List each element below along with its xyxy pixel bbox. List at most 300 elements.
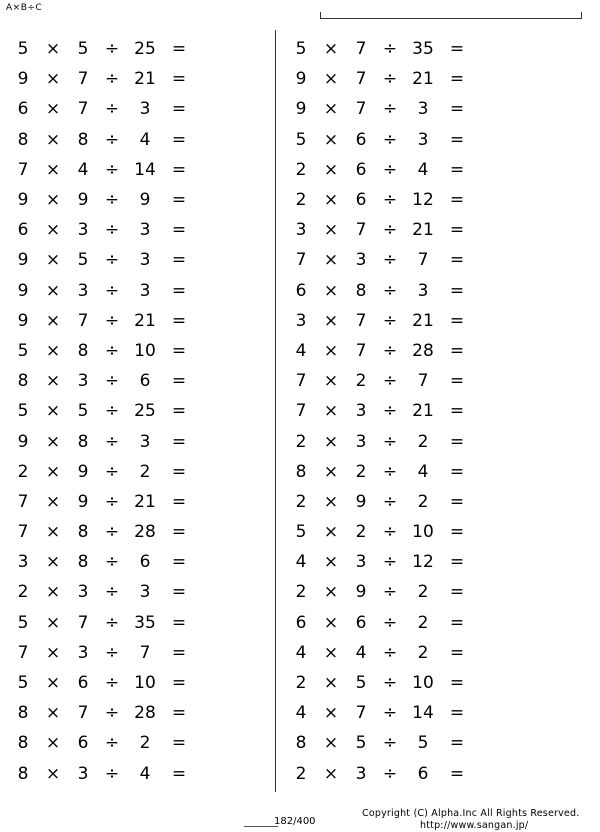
operand-a: 8 <box>17 703 29 724</box>
divide-icon: ÷ <box>104 431 120 452</box>
operand-c: 2 <box>417 491 429 512</box>
equals-icon: = <box>171 431 187 452</box>
operand-a: 6 <box>295 280 307 301</box>
problem-row <box>286 306 558 336</box>
operand-c: 3 <box>139 582 151 603</box>
operand-c: 3 <box>417 99 429 120</box>
operand-a: 2 <box>295 431 307 452</box>
operand-b: 3 <box>355 552 367 573</box>
operand-a: 8 <box>17 129 29 150</box>
operand-c: 4 <box>417 461 429 482</box>
divide-icon: ÷ <box>104 371 120 392</box>
equals-icon: = <box>449 129 465 150</box>
divide-icon: ÷ <box>382 431 398 452</box>
operand-b: 3 <box>355 763 367 784</box>
divide-icon: ÷ <box>382 703 398 724</box>
operand-c: 4 <box>139 129 151 150</box>
operand-b: 9 <box>77 491 89 512</box>
multiply-icon: × <box>45 522 61 543</box>
problem-row <box>286 396 558 426</box>
multiply-icon: × <box>45 552 61 573</box>
operand-b: 5 <box>77 250 89 271</box>
problem-row <box>286 426 558 456</box>
operand-c: 3 <box>417 129 429 150</box>
multiply-icon: × <box>323 491 339 512</box>
divide-icon: ÷ <box>104 69 120 90</box>
equals-icon: = <box>449 401 465 422</box>
operand-c: 9 <box>139 190 151 211</box>
problem-row <box>8 366 280 396</box>
problem-row <box>8 759 280 789</box>
operand-a: 5 <box>17 673 29 694</box>
operand-b: 9 <box>77 190 89 211</box>
problem-row <box>8 577 280 607</box>
divide-icon: ÷ <box>104 733 120 754</box>
equals-icon: = <box>171 371 187 392</box>
divide-icon: ÷ <box>104 522 120 543</box>
operand-b: 8 <box>355 280 367 301</box>
operand-b: 7 <box>77 310 89 331</box>
problem-row <box>8 276 280 306</box>
equals-icon: = <box>171 552 187 573</box>
operand-b: 3 <box>77 582 89 603</box>
operand-c: 7 <box>417 371 429 392</box>
operand-a: 2 <box>295 763 307 784</box>
multiply-icon: × <box>45 220 61 241</box>
equals-icon: = <box>171 522 187 543</box>
worksheet-type-label: A×B÷C <box>6 3 43 13</box>
operand-a: 9 <box>17 250 29 271</box>
operand-b: 6 <box>77 733 89 754</box>
equals-icon: = <box>449 461 465 482</box>
equals-icon: = <box>449 642 465 663</box>
operand-c: 7 <box>417 250 429 271</box>
operand-b: 6 <box>355 612 367 633</box>
problem-row <box>286 728 558 758</box>
multiply-icon: × <box>323 250 339 271</box>
multiply-icon: × <box>45 39 61 60</box>
divide-icon: ÷ <box>104 763 120 784</box>
operand-b: 7 <box>355 220 367 241</box>
problem-row <box>286 517 558 547</box>
divide-icon: ÷ <box>382 39 398 60</box>
operand-a: 2 <box>17 582 29 603</box>
divide-icon: ÷ <box>104 99 120 120</box>
equals-icon: = <box>449 431 465 452</box>
equals-icon: = <box>449 69 465 90</box>
multiply-icon: × <box>323 642 339 663</box>
multiply-icon: × <box>45 129 61 150</box>
multiply-icon: × <box>45 461 61 482</box>
equals-icon: = <box>171 461 187 482</box>
operand-b: 8 <box>77 552 89 573</box>
operand-a: 6 <box>17 220 29 241</box>
multiply-icon: × <box>45 371 61 392</box>
operand-c: 2 <box>417 612 429 633</box>
equals-icon: = <box>449 371 465 392</box>
operand-b: 5 <box>77 401 89 422</box>
operand-b: 6 <box>355 190 367 211</box>
problem-row <box>8 608 280 638</box>
operand-c: 4 <box>139 763 151 784</box>
divide-icon: ÷ <box>104 340 120 361</box>
operand-a: 6 <box>295 612 307 633</box>
equals-icon: = <box>171 491 187 512</box>
divide-icon: ÷ <box>104 280 120 301</box>
operand-a: 5 <box>295 522 307 543</box>
operand-a: 9 <box>295 99 307 120</box>
equals-icon: = <box>171 401 187 422</box>
problem-row <box>8 306 280 336</box>
operand-a: 2 <box>17 461 29 482</box>
operand-a: 7 <box>295 401 307 422</box>
equals-icon: = <box>449 340 465 361</box>
equals-icon: = <box>171 250 187 271</box>
operand-b: 3 <box>77 642 89 663</box>
operand-b: 5 <box>77 39 89 60</box>
equals-icon: = <box>171 220 187 241</box>
operand-a: 5 <box>17 612 29 633</box>
operand-c: 10 <box>134 673 156 694</box>
operand-c: 6 <box>139 552 151 573</box>
operand-c: 3 <box>139 250 151 271</box>
multiply-icon: × <box>323 371 339 392</box>
problem-row <box>286 276 558 306</box>
multiply-icon: × <box>45 250 61 271</box>
multiply-icon: × <box>45 340 61 361</box>
problem-row <box>286 34 558 64</box>
equals-icon: = <box>171 99 187 120</box>
operand-c: 2 <box>139 461 151 482</box>
operand-a: 2 <box>295 582 307 603</box>
problem-row <box>8 336 280 366</box>
multiply-icon: × <box>323 552 339 573</box>
operand-b: 6 <box>77 673 89 694</box>
equals-icon: = <box>171 69 187 90</box>
multiply-icon: × <box>323 612 339 633</box>
problem-row <box>286 125 558 155</box>
operand-a: 6 <box>17 99 29 120</box>
multiply-icon: × <box>45 69 61 90</box>
divide-icon: ÷ <box>382 401 398 422</box>
problem-row <box>286 155 558 185</box>
operand-b: 7 <box>355 340 367 361</box>
divide-icon: ÷ <box>382 69 398 90</box>
operand-c: 2 <box>417 582 429 603</box>
divide-icon: ÷ <box>104 190 120 211</box>
operand-a: 9 <box>17 310 29 331</box>
operand-c: 3 <box>139 280 151 301</box>
problem-row <box>286 487 558 517</box>
operand-a: 5 <box>17 401 29 422</box>
divide-icon: ÷ <box>382 371 398 392</box>
divide-icon: ÷ <box>104 39 120 60</box>
equals-icon: = <box>171 733 187 754</box>
copyright-notice: Copyright (C) Alpha.Inc All Rights Reserved. <box>362 808 580 819</box>
problem-row <box>286 457 558 487</box>
divide-icon: ÷ <box>104 552 120 573</box>
divide-icon: ÷ <box>104 703 120 724</box>
operand-b: 3 <box>77 371 89 392</box>
problem-row <box>8 155 280 185</box>
problem-row <box>286 759 558 789</box>
equals-icon: = <box>171 340 187 361</box>
operand-a: 9 <box>17 69 29 90</box>
operand-b: 7 <box>77 69 89 90</box>
problem-row <box>8 34 280 64</box>
multiply-icon: × <box>45 310 61 331</box>
operand-b: 8 <box>77 129 89 150</box>
problem-row <box>8 728 280 758</box>
operand-a: 4 <box>295 552 307 573</box>
operand-c: 28 <box>412 340 434 361</box>
operand-c: 21 <box>412 310 434 331</box>
divide-icon: ÷ <box>382 190 398 211</box>
operand-a: 3 <box>295 220 307 241</box>
operand-c: 5 <box>417 733 429 754</box>
problem-row <box>8 125 280 155</box>
divide-icon: ÷ <box>382 582 398 603</box>
operand-c: 21 <box>134 69 156 90</box>
operand-a: 3 <box>295 310 307 331</box>
operand-c: 3 <box>417 280 429 301</box>
problem-row <box>286 698 558 728</box>
multiply-icon: × <box>323 461 339 482</box>
operand-c: 21 <box>134 310 156 331</box>
divide-icon: ÷ <box>382 461 398 482</box>
operand-b: 7 <box>77 99 89 120</box>
operand-b: 7 <box>355 39 367 60</box>
website-url: http://www.sangan.jp/ <box>420 820 529 831</box>
divide-icon: ÷ <box>382 763 398 784</box>
operand-a: 2 <box>295 190 307 211</box>
problem-row <box>8 94 280 124</box>
divide-icon: ÷ <box>104 612 120 633</box>
multiply-icon: × <box>323 733 339 754</box>
divide-icon: ÷ <box>382 522 398 543</box>
operand-b: 5 <box>355 673 367 694</box>
equals-icon: = <box>171 159 187 180</box>
multiply-icon: × <box>323 159 339 180</box>
problem-row <box>286 336 558 366</box>
operand-b: 2 <box>355 461 367 482</box>
operand-c: 7 <box>139 642 151 663</box>
operand-c: 14 <box>412 703 434 724</box>
operand-b: 7 <box>355 69 367 90</box>
multiply-icon: × <box>323 401 339 422</box>
operand-c: 12 <box>412 190 434 211</box>
divide-icon: ÷ <box>104 673 120 694</box>
divide-icon: ÷ <box>104 642 120 663</box>
multiply-icon: × <box>45 582 61 603</box>
operand-c: 10 <box>134 340 156 361</box>
divide-icon: ÷ <box>104 491 120 512</box>
operand-c: 28 <box>134 522 156 543</box>
equals-icon: = <box>449 612 465 633</box>
operand-c: 4 <box>417 159 429 180</box>
operand-a: 7 <box>17 491 29 512</box>
equals-icon: = <box>171 39 187 60</box>
multiply-icon: × <box>323 431 339 452</box>
problem-row <box>8 547 280 577</box>
operand-b: 8 <box>77 340 89 361</box>
operand-b: 7 <box>355 310 367 331</box>
multiply-icon: × <box>45 763 61 784</box>
operand-b: 9 <box>355 582 367 603</box>
equals-icon: = <box>171 310 187 331</box>
equals-icon: = <box>449 310 465 331</box>
operand-c: 35 <box>412 39 434 60</box>
problem-row <box>8 638 280 668</box>
operand-c: 12 <box>412 552 434 573</box>
divide-icon: ÷ <box>104 129 120 150</box>
equals-icon: = <box>449 522 465 543</box>
operand-b: 2 <box>355 371 367 392</box>
equals-icon: = <box>449 703 465 724</box>
equals-icon: = <box>171 280 187 301</box>
multiply-icon: × <box>323 39 339 60</box>
problem-row <box>286 668 558 698</box>
problem-row <box>8 517 280 547</box>
operand-b: 9 <box>355 491 367 512</box>
multiply-icon: × <box>45 642 61 663</box>
operand-c: 14 <box>134 159 156 180</box>
right-column <box>286 34 558 789</box>
operand-c: 2 <box>417 642 429 663</box>
equals-icon: = <box>449 733 465 754</box>
problem-row <box>8 698 280 728</box>
divide-icon: ÷ <box>382 673 398 694</box>
operand-a: 7 <box>17 522 29 543</box>
operand-c: 35 <box>134 612 156 633</box>
operand-a: 5 <box>17 39 29 60</box>
operand-a: 4 <box>295 340 307 361</box>
problem-row <box>8 426 280 456</box>
divide-icon: ÷ <box>382 250 398 271</box>
multiply-icon: × <box>323 763 339 784</box>
operand-c: 2 <box>417 431 429 452</box>
problem-row <box>8 64 280 94</box>
multiply-icon: × <box>323 522 339 543</box>
operand-c: 6 <box>417 763 429 784</box>
divide-icon: ÷ <box>382 552 398 573</box>
operand-c: 21 <box>134 491 156 512</box>
operand-b: 3 <box>77 763 89 784</box>
problem-row <box>8 668 280 698</box>
operand-c: 21 <box>412 69 434 90</box>
multiply-icon: × <box>45 733 61 754</box>
operand-b: 7 <box>77 612 89 633</box>
divide-icon: ÷ <box>382 612 398 633</box>
equals-icon: = <box>171 763 187 784</box>
problem-row <box>286 245 558 275</box>
divide-icon: ÷ <box>382 220 398 241</box>
operand-a: 2 <box>295 673 307 694</box>
multiply-icon: × <box>45 491 61 512</box>
name-field-tick-left <box>320 12 321 19</box>
multiply-icon: × <box>323 280 339 301</box>
divide-icon: ÷ <box>382 129 398 150</box>
operand-b: 3 <box>355 250 367 271</box>
operand-b: 2 <box>355 522 367 543</box>
problem-row <box>286 638 558 668</box>
operand-c: 3 <box>139 431 151 452</box>
operand-c: 10 <box>412 522 434 543</box>
operand-a: 2 <box>295 159 307 180</box>
operand-a: 8 <box>295 461 307 482</box>
equals-icon: = <box>171 612 187 633</box>
operand-b: 3 <box>77 280 89 301</box>
problem-row <box>8 185 280 215</box>
operand-c: 21 <box>412 220 434 241</box>
multiply-icon: × <box>45 673 61 694</box>
divide-icon: ÷ <box>104 582 120 603</box>
operand-c: 28 <box>134 703 156 724</box>
operand-b: 4 <box>355 642 367 663</box>
operand-a: 8 <box>295 733 307 754</box>
multiply-icon: × <box>323 99 339 120</box>
operand-b: 3 <box>355 431 367 452</box>
operand-a: 9 <box>295 69 307 90</box>
equals-icon: = <box>449 159 465 180</box>
multiply-icon: × <box>323 582 339 603</box>
equals-icon: = <box>171 190 187 211</box>
operand-a: 7 <box>295 250 307 271</box>
multiply-icon: × <box>323 190 339 211</box>
equals-icon: = <box>449 673 465 694</box>
multiply-icon: × <box>45 190 61 211</box>
operand-c: 25 <box>134 401 156 422</box>
multiply-icon: × <box>45 431 61 452</box>
name-field-rule <box>320 18 582 20</box>
operand-a: 4 <box>295 703 307 724</box>
operand-a: 9 <box>17 190 29 211</box>
operand-b: 7 <box>355 99 367 120</box>
divide-icon: ÷ <box>104 310 120 331</box>
equals-icon: = <box>171 582 187 603</box>
operand-a: 9 <box>17 431 29 452</box>
multiply-icon: × <box>45 159 61 180</box>
operand-b: 6 <box>355 159 367 180</box>
equals-icon: = <box>449 99 465 120</box>
problem-row <box>8 245 280 275</box>
operand-b: 7 <box>77 703 89 724</box>
equals-icon: = <box>171 703 187 724</box>
problem-row <box>286 366 558 396</box>
operand-a: 8 <box>17 763 29 784</box>
multiply-icon: × <box>45 612 61 633</box>
operand-a: 3 <box>17 552 29 573</box>
divide-icon: ÷ <box>382 340 398 361</box>
multiply-icon: × <box>323 129 339 150</box>
divide-icon: ÷ <box>104 461 120 482</box>
equals-icon: = <box>449 552 465 573</box>
operand-c: 2 <box>139 733 151 754</box>
problem-row <box>8 457 280 487</box>
problem-row <box>286 94 558 124</box>
multiply-icon: × <box>323 703 339 724</box>
operand-b: 7 <box>355 703 367 724</box>
equals-icon: = <box>171 129 187 150</box>
multiply-icon: × <box>45 401 61 422</box>
equals-icon: = <box>449 250 465 271</box>
divide-icon: ÷ <box>104 401 120 422</box>
operand-a: 5 <box>295 39 307 60</box>
divide-icon: ÷ <box>104 159 120 180</box>
problem-row <box>286 547 558 577</box>
operand-a: 7 <box>17 642 29 663</box>
divide-icon: ÷ <box>382 491 398 512</box>
